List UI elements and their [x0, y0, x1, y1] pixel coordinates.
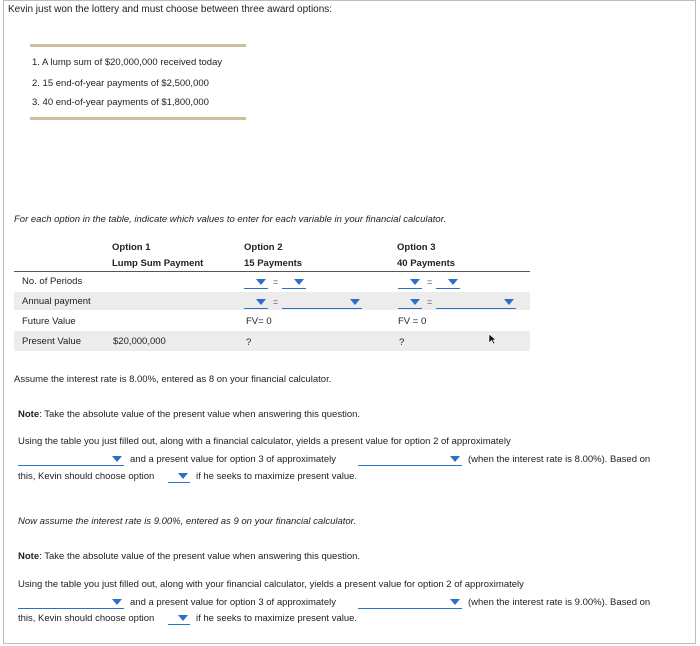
sec1-line1: Using the table you just filled out, along with a financial calculator, yields a present value for option 2 of approximately: [18, 436, 511, 447]
note-label: Note: [18, 409, 40, 420]
opt1-pv-text: $20,000,000: [113, 336, 166, 347]
sec1-pv-option3-dropdown[interactable]: [358, 453, 462, 466]
opt2-payment-value-dropdown[interactable]: [282, 296, 362, 309]
cursor-icon: [488, 333, 497, 345]
opt2-periods-key-dropdown[interactable]: [244, 276, 268, 289]
option-1-text: 1. A lump sum of $20,000,000 received today: [32, 57, 223, 68]
row-label-pv: Present Value: [22, 336, 81, 347]
header-option-3: Option 3: [397, 242, 436, 253]
opt2-pv-text: ?: [246, 337, 252, 348]
header-option-1: Option 1: [112, 242, 151, 253]
note-9: [18, 551, 360, 562]
note-text: : Take the absolute value of the present value when answering this question.: [39, 551, 361, 562]
row-bg-pv: [14, 331, 530, 351]
sec1-line3-start: this, Kevin should choose option: [18, 471, 155, 482]
opt2-payment-key-dropdown[interactable]: [244, 296, 268, 309]
assume-rate-9: Now assume the interest rate is 9.00%, entered as 9 on your financial calculator.: [18, 516, 357, 527]
chevron-down-icon: [256, 279, 266, 285]
opt2-fv-text: FV= 0: [246, 316, 272, 327]
equals-sign: =: [273, 297, 279, 307]
chevron-down-icon: [112, 456, 122, 462]
sec2-line3-end: if he seeks to maximize present value.: [196, 613, 358, 624]
assume-rate-8: Assume the interest rate is 8.00%, entered as 8 on your financial calculator.: [14, 374, 332, 385]
sec2-line1: Using the table you just filled out, along with your financial calculator, yields a present value for option 2 of approximately: [18, 579, 524, 590]
header-option-2: Option 2: [244, 242, 283, 253]
chevron-down-icon: [178, 615, 188, 621]
intro-text: Kevin just won the lottery and must choose between three award options:: [8, 4, 333, 15]
sec1-line2-end: (when the interest rate is 8.00%). Based on: [468, 454, 651, 465]
sec2-line3-start: this, Kevin should choose option: [18, 613, 155, 624]
equals-sign: =: [427, 277, 433, 287]
chevron-down-icon: [504, 299, 514, 305]
note-label: Note: [18, 551, 40, 562]
opt3-fv-text: FV = 0: [398, 316, 427, 327]
options-bottom-rule: [30, 117, 246, 120]
header-option-2-sub: 15 Payments: [244, 258, 303, 269]
row-label-annual: Annual payment: [22, 296, 91, 307]
chevron-down-icon: [450, 599, 460, 605]
chevron-down-icon: [410, 279, 420, 285]
sec2-line2-end: (when the interest rate is 9.00%). Based on: [468, 597, 651, 608]
header-option-3-sub: 40 Payments: [397, 258, 456, 269]
opt3-payment-key-dropdown[interactable]: [398, 296, 422, 309]
table-instruction: For each option in the table, indicate which values to enter for each variable in your financial calculator.: [14, 214, 447, 225]
opt3-periods-value-dropdown[interactable]: [436, 276, 460, 289]
chevron-down-icon: [450, 456, 460, 462]
row-label-fv: Future Value: [22, 316, 76, 327]
chevron-down-icon: [448, 279, 458, 285]
opt3-periods-key-dropdown[interactable]: [398, 276, 422, 289]
chevron-down-icon: [410, 299, 420, 305]
table-header-rule: [14, 271, 530, 272]
row-label-periods: No. of Periods: [22, 276, 83, 287]
option-3-text: 3. 40 end-of-year payments of $1,800,000: [32, 97, 209, 108]
note-text: : Take the absolute value of the present value when answering this question.: [39, 409, 361, 420]
sec2-choose-option-dropdown[interactable]: [168, 612, 190, 625]
sec2-line2-mid: and a present value for option 3 of approximately: [130, 597, 336, 608]
equals-sign: =: [427, 297, 433, 307]
sec1-choose-option-dropdown[interactable]: [168, 470, 190, 483]
equals-sign: =: [273, 277, 279, 287]
options-top-rule: [30, 44, 246, 47]
chevron-down-icon: [294, 279, 304, 285]
sec2-pv-option3-dropdown[interactable]: [358, 596, 462, 609]
chevron-down-icon: [178, 473, 188, 479]
note-8: [18, 409, 360, 420]
sec1-pv-option2-dropdown[interactable]: [18, 453, 124, 466]
opt2-periods-value-dropdown[interactable]: [282, 276, 306, 289]
option-2-text: 2. 15 end-of-year payments of $2,500,000: [32, 78, 209, 89]
opt3-payment-value-dropdown[interactable]: [436, 296, 516, 309]
header-option-1-sub: Lump Sum Payment: [112, 258, 204, 269]
sec1-line3-end: if he seeks to maximize present value.: [196, 471, 358, 482]
chevron-down-icon: [256, 299, 266, 305]
sec1-line2-mid: and a present value for option 3 of approximately: [130, 454, 336, 465]
chevron-down-icon: [112, 599, 122, 605]
sec2-pv-option2-dropdown[interactable]: [18, 596, 124, 609]
opt3-pv-text: ?: [399, 337, 405, 348]
chevron-down-icon: [350, 299, 360, 305]
